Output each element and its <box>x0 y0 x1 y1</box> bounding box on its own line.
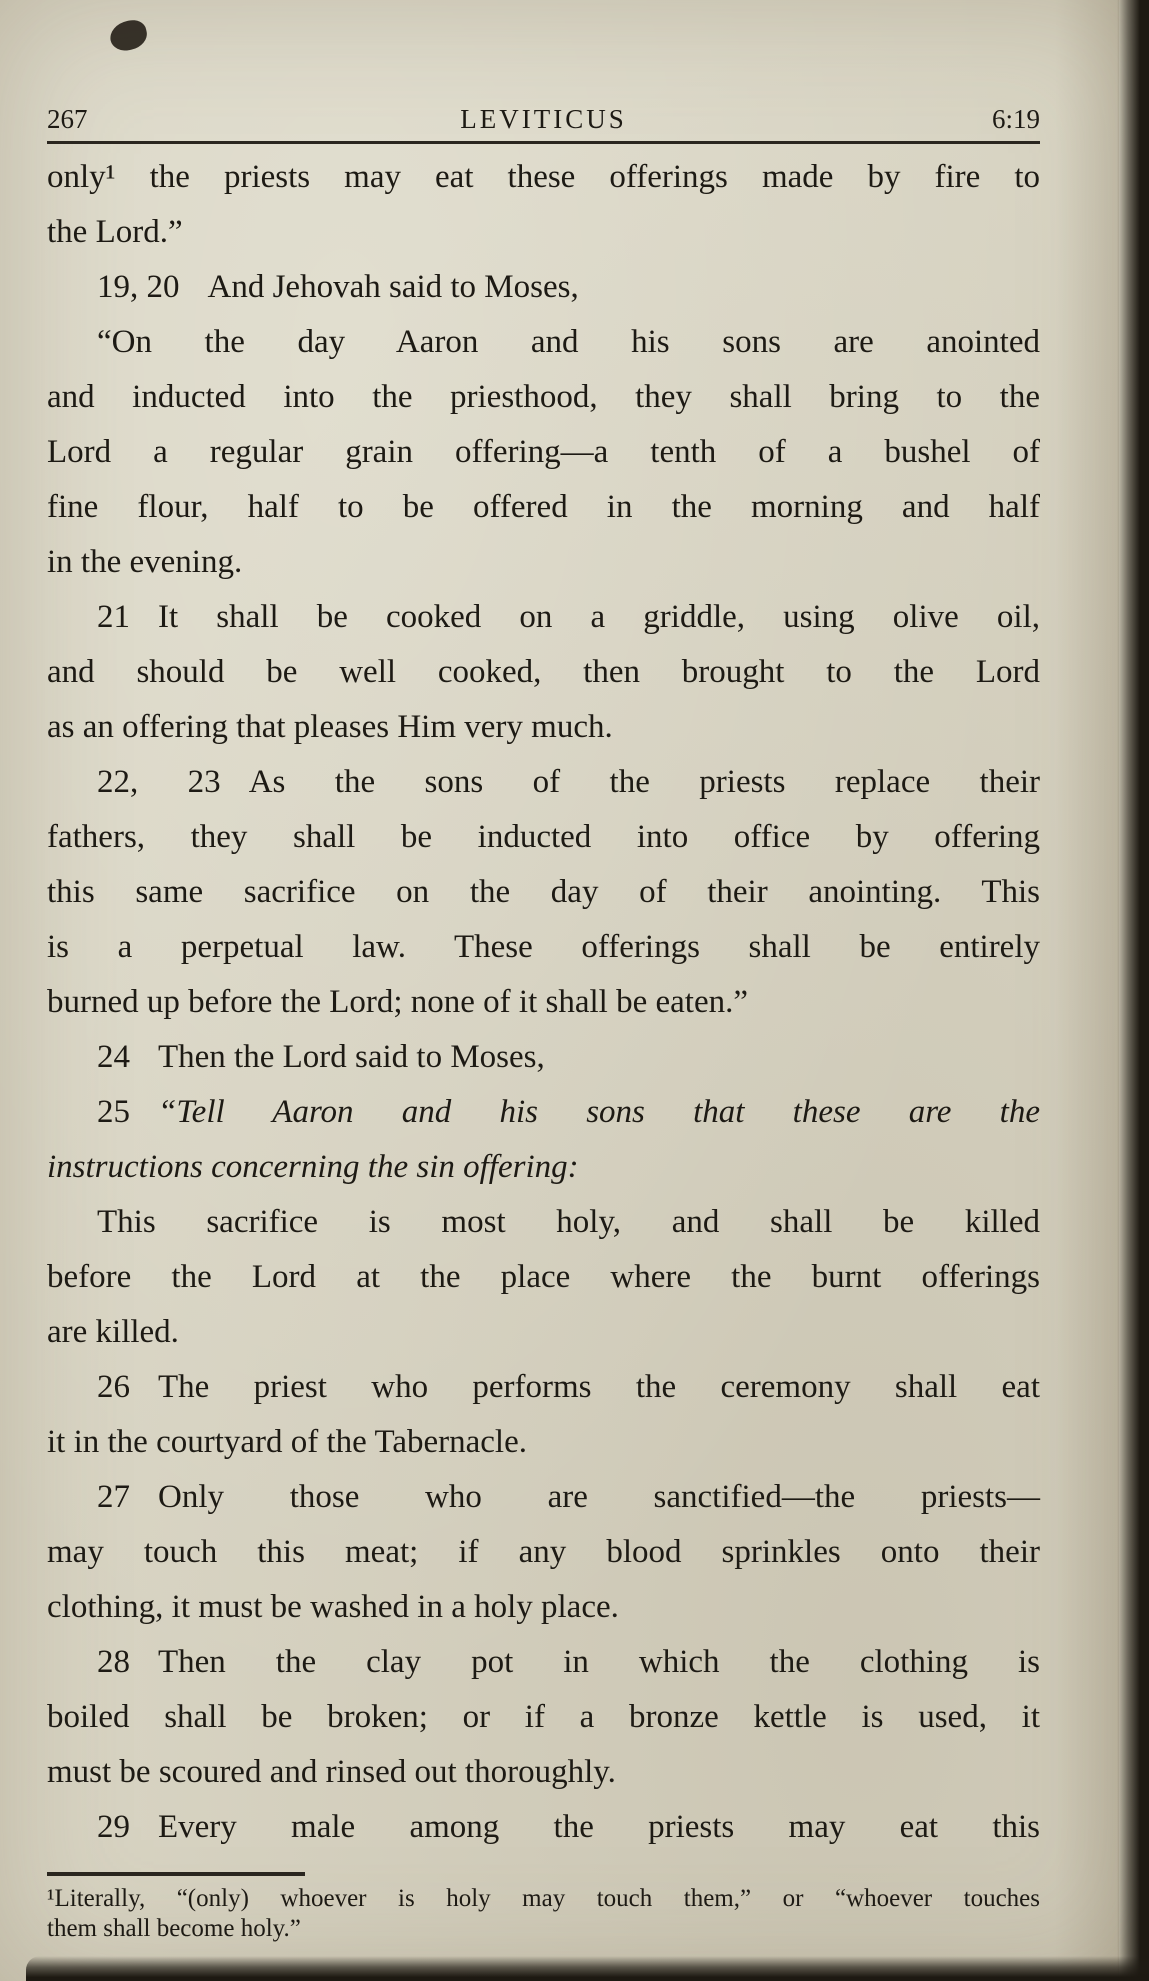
body-line: only¹ the priests may eat these offerings made by fire to <box>47 159 1040 195</box>
line-text: It shall be cooked on a griddle, using olive oil, <box>158 599 1040 635</box>
body-line <box>47 1635 1040 1690</box>
body-line: as an offering that pleases Him very much. <box>47 709 613 745</box>
line-text: Only those who are sanctified—the priests— <box>158 1479 1040 1515</box>
body-line <box>47 1470 1040 1525</box>
verse-number: 26 <box>97 1369 130 1405</box>
body-line: clothing, it must be washed in a holy place. <box>47 1589 619 1625</box>
verse-number: 29 <box>97 1809 130 1845</box>
body-line: must be scoured and rinsed out thoroughly. <box>47 1754 616 1790</box>
body-line <box>47 1085 1040 1140</box>
footnote-rule <box>47 1872 305 1876</box>
line-text: The priest who performs the ceremony shall eat <box>158 1369 1040 1405</box>
verse-number: 19, 20 <box>97 269 180 305</box>
body-line: boiled shall be broken; or if a bronze kettle is used, it <box>47 1699 1040 1735</box>
footnote <box>47 1884 1040 1944</box>
scan-edge-right <box>1117 0 1149 1981</box>
book-title: LEVITICUS <box>460 104 627 134</box>
footnote-line: them shall become holy.” <box>47 1915 301 1942</box>
page-number: 267 <box>47 104 88 134</box>
line-text: Then the Lord said to Moses, <box>158 1039 545 1075</box>
body-line <box>47 755 1040 810</box>
body-line: This sacrifice is most holy, and shall be killed <box>97 1204 1040 1240</box>
body-line: and should be well cooked, then brought to the Lord <box>47 654 1040 690</box>
body-line <box>47 1360 1040 1415</box>
ink-blot-artifact <box>107 17 149 53</box>
scan-edge-bottom <box>26 1956 1149 1981</box>
body-line: before the Lord at the place where the burnt offerings <box>47 1259 1040 1295</box>
verse-reference: 6:19 <box>991 104 1040 134</box>
body-line: this same sacrifice on the day of their anointing. This <box>47 874 1040 910</box>
body-line: and inducted into the priesthood, they shall bring to the <box>47 379 1040 415</box>
verse-number: 27 <box>97 1479 130 1515</box>
line-text: Then the clay pot in which the clothing is <box>158 1644 1040 1680</box>
body-line <box>47 260 1040 315</box>
body-line: the Lord.” <box>47 214 183 250</box>
body-line: burned up before the Lord; none of it shall be eaten.” <box>47 984 748 1020</box>
body-line: “On the day Aaron and his sons are anointed <box>97 324 1040 360</box>
body-line: are killed. <box>47 1314 179 1350</box>
line-text: And Jehovah said to Moses, <box>207 269 579 305</box>
body-line: is a perpetual law. These offerings shall be entirely <box>47 929 1040 965</box>
body-line: fine flour, half to be offered in the morning and half <box>47 489 1040 525</box>
body-line: instructions concerning the sin offering: <box>47 1149 579 1185</box>
line-text: “Tell Aaron and his sons that these are the <box>158 1094 1040 1130</box>
body-line <box>47 1800 1040 1855</box>
body-line: it in the courtyard of the Tabernacle. <box>47 1424 527 1460</box>
header-rule <box>47 141 1040 144</box>
body-line: may touch this meat; if any blood sprinkles onto their <box>47 1534 1040 1570</box>
running-header <box>47 104 1040 138</box>
page-curvature-shadow <box>1055 0 1119 1981</box>
verse-number: 24 <box>97 1039 130 1075</box>
body-line: in the evening. <box>47 544 243 580</box>
verse-number: 28 <box>97 1644 130 1680</box>
line-text: Every male among the priests may eat this <box>158 1809 1040 1845</box>
body-line: Lord a regular grain offering—a tenth of a bushel of <box>47 434 1040 470</box>
verse-number: 25 <box>97 1094 130 1130</box>
body-line <box>47 590 1040 645</box>
footnote-line: ¹Literally, “(only) whoever is holy may touch them,” or “whoever touches <box>47 1885 1040 1912</box>
line-text: As the sons of the priests replace their <box>248 764 1041 800</box>
body-text <box>47 150 1040 1855</box>
verse-number: 21 <box>97 599 130 635</box>
verse-number: 22, 23 <box>97 764 221 800</box>
body-line: fathers, they shall be inducted into office by offering <box>47 819 1040 855</box>
body-line <box>47 1030 1040 1085</box>
